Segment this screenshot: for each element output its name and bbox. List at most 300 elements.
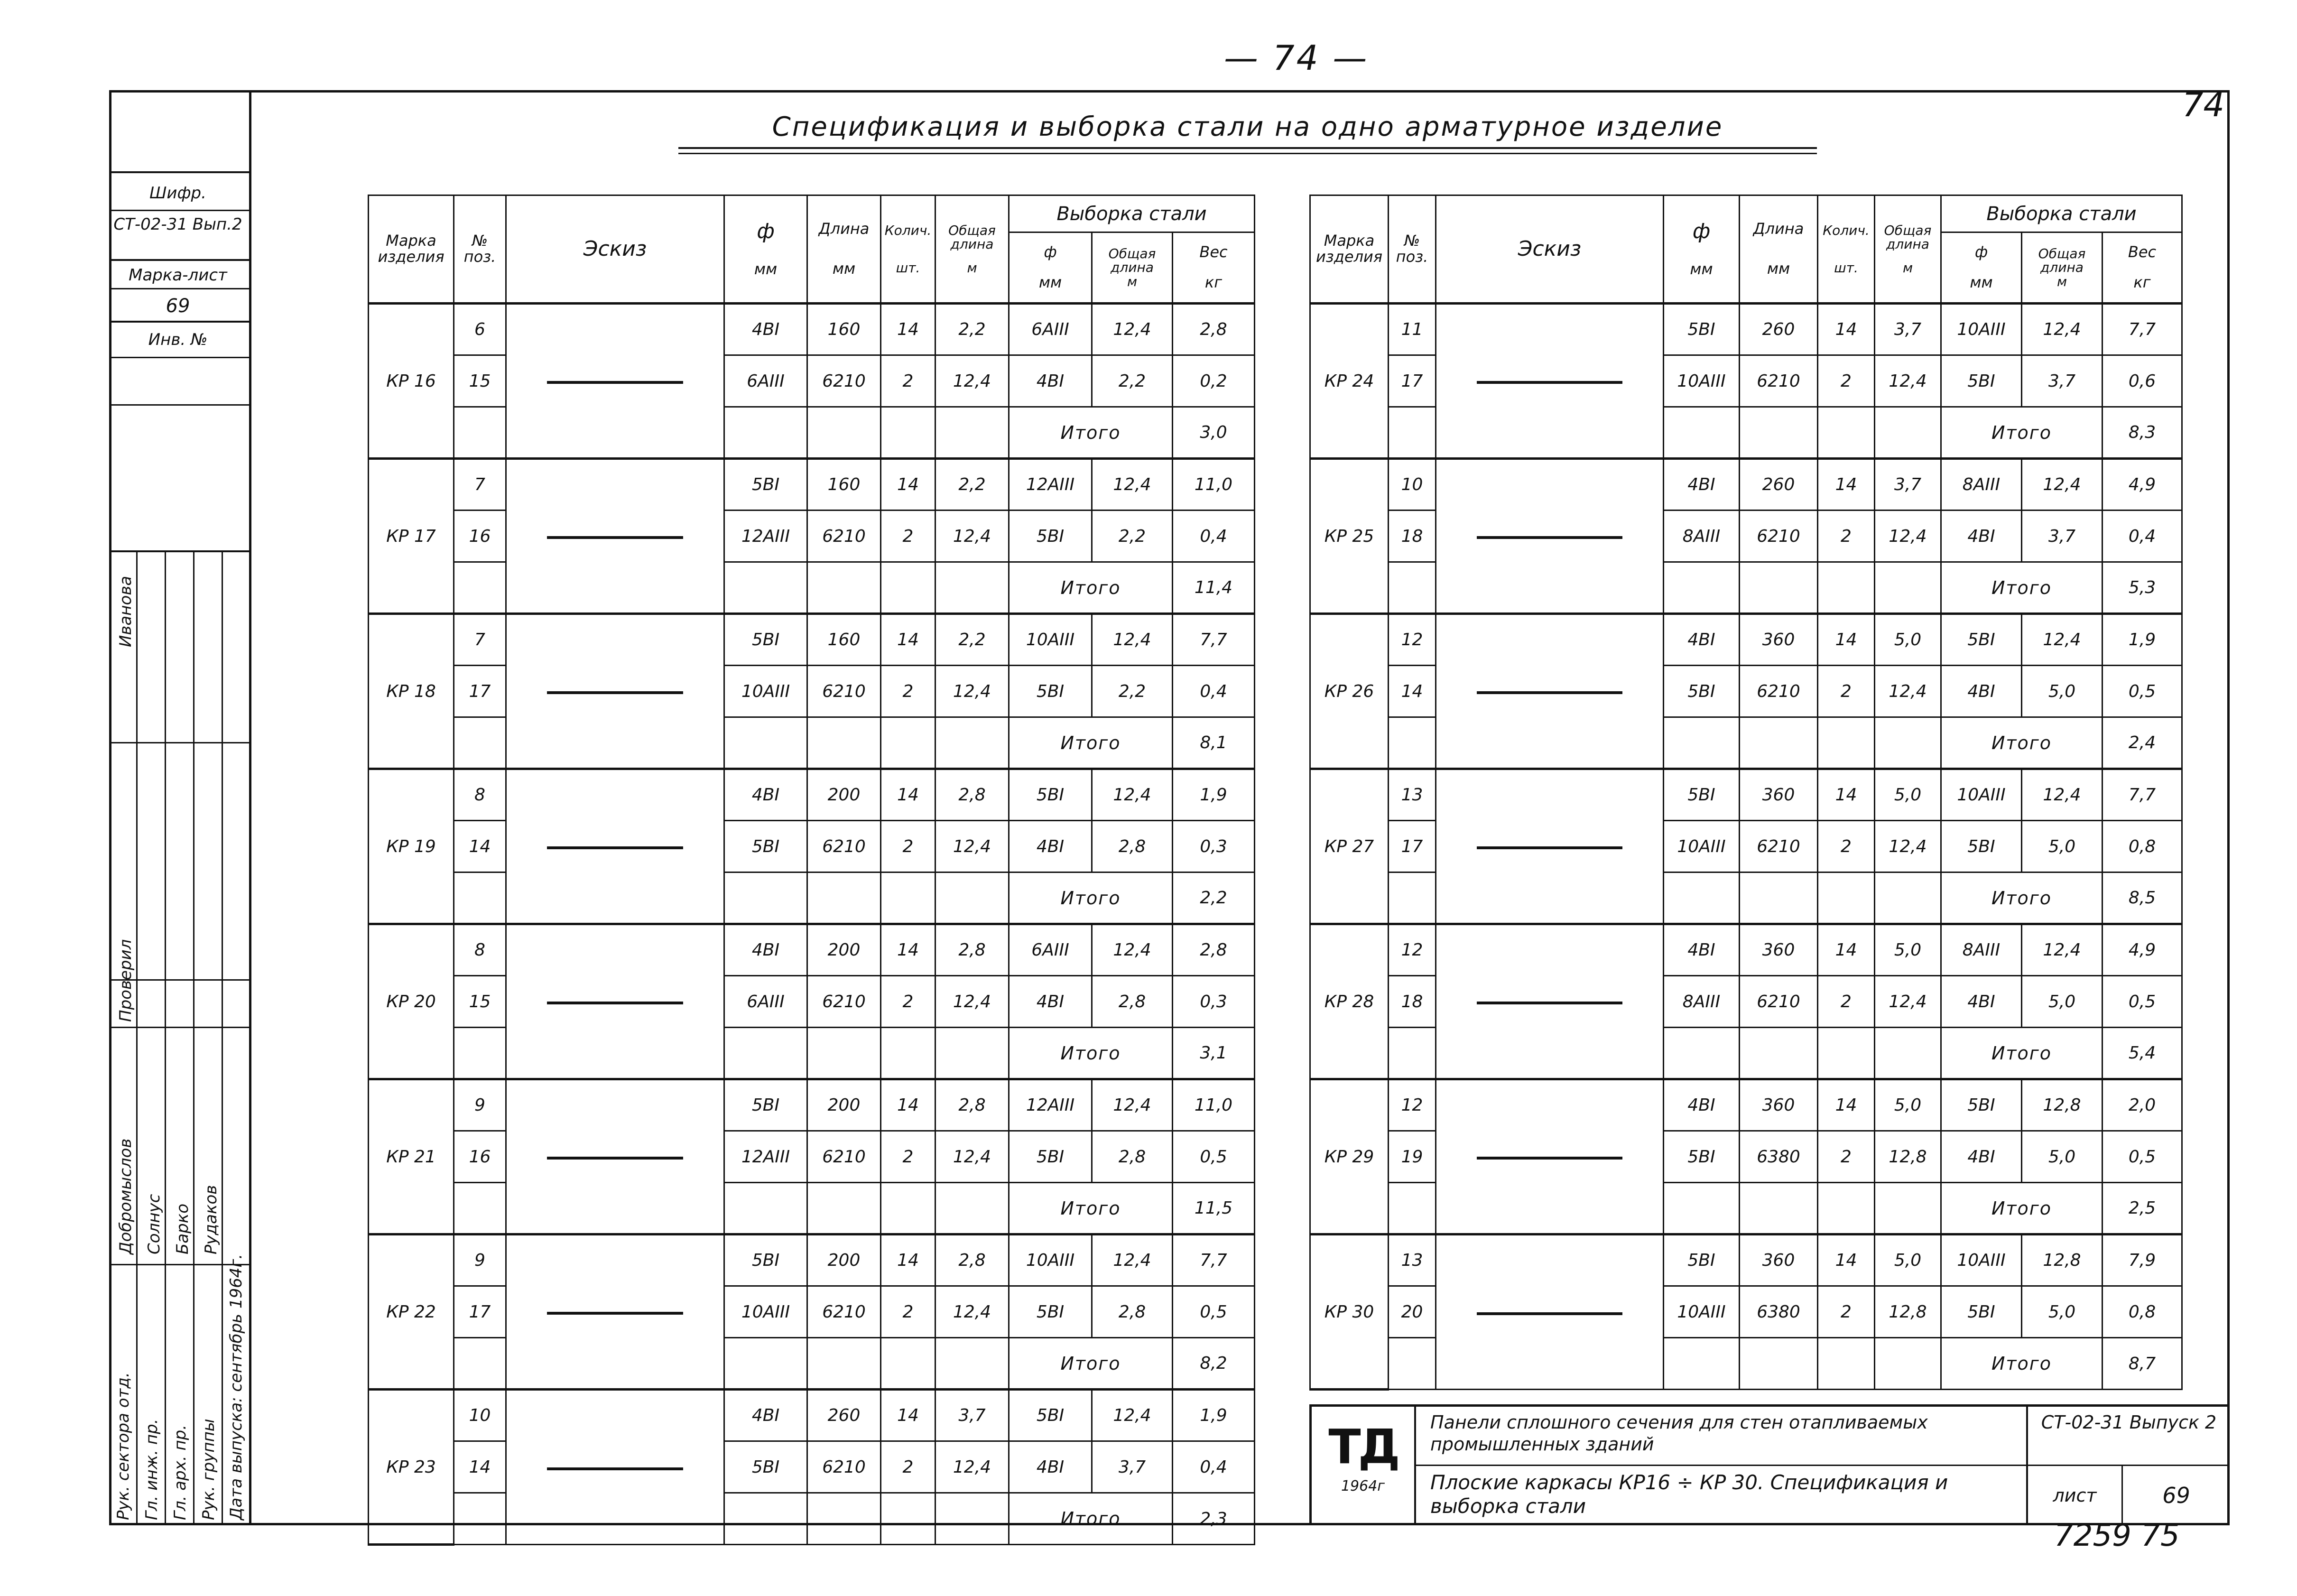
total-weight: 11,4 — [1173, 562, 1255, 614]
selection-weight: 1,9 — [2102, 614, 2182, 666]
table-row — [369, 510, 1255, 562]
selection-diameter: 4BI — [1009, 355, 1092, 407]
total-label: Итого — [1941, 717, 2102, 769]
hdr-sel-total: Общая длина — [1108, 245, 1156, 276]
item-mark: КР 17 — [369, 459, 454, 614]
bar-length: 200 — [807, 1079, 881, 1131]
bar-quantity: 14 — [881, 1079, 935, 1131]
blank-cell — [724, 1028, 807, 1079]
bar-diameter: 4BI — [724, 924, 807, 976]
bar-length: 360 — [1740, 924, 1818, 976]
position-number: 10 — [1389, 459, 1436, 510]
total-weight: 8,3 — [2102, 407, 2182, 459]
position-number: 16 — [454, 1131, 506, 1183]
total-label: Итого — [1009, 1493, 1173, 1545]
bar-quantity: 2 — [881, 1441, 935, 1493]
sketch-cell — [1436, 769, 1664, 924]
bar-quantity: 2 — [1818, 510, 1875, 562]
selection-total-length: 12,4 — [2022, 614, 2102, 666]
bar-diameter: 5BI — [724, 821, 807, 872]
selection-diameter: 5BI — [1941, 821, 2022, 872]
hdr-total-len-unit: м — [967, 260, 977, 276]
selection-diameter: 10AIII — [1941, 1234, 2022, 1286]
rebar-sketch — [1477, 691, 1622, 694]
blank-cell — [1664, 872, 1740, 924]
bar-quantity: 2 — [881, 666, 935, 717]
blank-cell — [881, 562, 935, 614]
table-row — [369, 769, 1255, 821]
selection-diameter: 10AIII — [1941, 769, 2022, 821]
cipher-label-box — [109, 173, 249, 211]
sketch-cell — [506, 1079, 724, 1234]
hdr-sel-total-cell — [2022, 232, 2102, 304]
selection-weight: 4,9 — [2102, 459, 2182, 510]
rebar-sketch — [547, 846, 683, 849]
bar-length: 160 — [807, 459, 881, 510]
table-row — [369, 304, 1255, 355]
position-number: 13 — [1389, 769, 1436, 821]
bar-diameter: 5BI — [1664, 1131, 1740, 1183]
hdr-total-len-cell — [935, 195, 1009, 304]
sig-col-roles-4 — [195, 552, 223, 1525]
blank-cell — [935, 1183, 1009, 1234]
bar-length: 200 — [807, 924, 881, 976]
position-number: 14 — [454, 1441, 506, 1493]
sig-divider — [109, 1027, 249, 1028]
mark-sheet-label-box — [109, 261, 249, 289]
total-row — [369, 562, 1255, 614]
hdr-total-len: Общая длина — [1884, 222, 1932, 252]
bar-diameter: 10AIII — [724, 1286, 807, 1338]
sketch-cell — [1436, 459, 1664, 614]
blank-cell — [807, 872, 881, 924]
selection-total-length: 12,4 — [2022, 924, 2102, 976]
selection-weight: 0,8 — [2102, 1286, 2182, 1338]
bar-total-length: 2,2 — [935, 304, 1009, 355]
signature-block — [109, 550, 251, 1525]
hdr-weight: Вес — [1199, 243, 1228, 261]
bar-diameter: 12AIII — [724, 510, 807, 562]
bar-diameter: 4BI — [1664, 614, 1740, 666]
selection-total-length: 12,4 — [1092, 1234, 1173, 1286]
bar-quantity: 2 — [881, 821, 935, 872]
page-number: — 74 — — [1224, 38, 1369, 78]
sig-name-ivanova: Ивановa — [116, 575, 135, 647]
total-weight: 8,5 — [2102, 872, 2182, 924]
cipher-value-box — [109, 211, 249, 261]
total-weight: 5,3 — [2102, 562, 2182, 614]
bar-quantity: 14 — [1818, 304, 1875, 355]
blank-cell — [807, 1183, 881, 1234]
bar-diameter: 8AIII — [1664, 976, 1740, 1028]
bar-length: 260 — [1740, 304, 1818, 355]
bar-total-length: 12,4 — [935, 1441, 1009, 1493]
archive-number: 7259 75 — [2054, 1518, 2180, 1553]
blank-cell — [454, 407, 506, 459]
rebar-sketch — [547, 381, 683, 384]
hdr-total-len-unit: м — [1902, 260, 1913, 276]
position-number: 17 — [1389, 821, 1436, 872]
selection-diameter: 5BI — [1009, 1286, 1092, 1338]
blank-cell — [1389, 1183, 1436, 1234]
total-label: Итого — [1941, 1183, 2102, 1234]
sig-col-roles-3 — [166, 552, 195, 1525]
bar-quantity: 2 — [1818, 976, 1875, 1028]
item-mark: КР 25 — [1310, 459, 1389, 614]
position-number: 7 — [454, 459, 506, 510]
blank-cell — [1818, 1183, 1875, 1234]
total-label: Итого — [1009, 407, 1173, 459]
position-number: 9 — [454, 1234, 506, 1286]
selection-diameter: 5BI — [1009, 510, 1092, 562]
total-weight: 2,4 — [2102, 717, 2182, 769]
selection-total-length: 2,8 — [1092, 821, 1173, 872]
table-row — [369, 614, 1255, 666]
spec-table-right — [1309, 195, 2183, 1391]
bar-total-length: 5,0 — [1875, 1079, 1941, 1131]
bar-diameter: 10AIII — [724, 666, 807, 717]
bar-total-length: 12,4 — [1875, 355, 1941, 407]
blank-cell — [724, 872, 807, 924]
selection-weight: 7,7 — [1173, 1234, 1255, 1286]
title-block — [1309, 1404, 2230, 1525]
bar-diameter: 6AIII — [724, 976, 807, 1028]
selection-weight: 2,8 — [1173, 304, 1255, 355]
bar-length: 6210 — [807, 510, 881, 562]
bar-quantity: 14 — [1818, 924, 1875, 976]
sig-divider — [109, 979, 249, 981]
selection-weight: 11,0 — [1173, 1079, 1255, 1131]
selection-diameter: 5BI — [1009, 666, 1092, 717]
bar-diameter: 10AIII — [1664, 355, 1740, 407]
bar-total-length: 12,4 — [935, 355, 1009, 407]
blank-cell — [881, 872, 935, 924]
table-row — [1310, 769, 2182, 821]
spec-table-left — [368, 195, 1255, 1546]
total-weight: 8,2 — [1173, 1338, 1255, 1390]
bar-quantity: 2 — [1818, 1286, 1875, 1338]
hdr-phi: ф — [757, 219, 775, 244]
rebar-sketch — [1477, 1312, 1622, 1315]
hdr-mark: Марка изделия — [369, 195, 454, 304]
table-row — [369, 1079, 1255, 1131]
total-label: Итого — [1941, 407, 2102, 459]
blank-cell — [1875, 562, 1941, 614]
selection-weight: 0,3 — [1173, 976, 1255, 1028]
selection-weight: 0,3 — [1173, 821, 1255, 872]
rebar-sketch — [1477, 1002, 1622, 1004]
total-weight: 2,3 — [1173, 1493, 1255, 1545]
bar-length: 6210 — [1740, 976, 1818, 1028]
position-number: 14 — [1389, 666, 1436, 717]
selection-weight: 7,7 — [1173, 614, 1255, 666]
blank-cell — [1740, 1183, 1818, 1234]
total-weight: 3,1 — [1173, 1028, 1255, 1079]
rebar-sketch — [547, 1467, 683, 1470]
blank-cell — [1664, 407, 1740, 459]
hdr-sketch: Эскиз — [1436, 195, 1664, 304]
item-mark: КР 24 — [1310, 304, 1389, 459]
position-number: 9 — [454, 1079, 506, 1131]
bar-diameter: 5BI — [1664, 666, 1740, 717]
bar-length: 6210 — [1740, 666, 1818, 717]
selection-diameter: 8AIII — [1941, 459, 2022, 510]
hdr-qty-unit: шт. — [1834, 260, 1858, 276]
spec-table-left-body — [369, 304, 1255, 1545]
td-logo: ТД — [1328, 1419, 1398, 1475]
bar-quantity: 14 — [881, 1390, 935, 1441]
position-number: 17 — [1389, 355, 1436, 407]
position-number: 11 — [1389, 304, 1436, 355]
table-row — [369, 666, 1255, 717]
selection-diameter: 4BI — [1941, 976, 2022, 1028]
selection-total-length: 12,4 — [2022, 769, 2102, 821]
release-date: Дата выпуска: сентябрь 1964г. — [227, 1253, 246, 1520]
bar-length: 6210 — [807, 821, 881, 872]
blank-cell — [1875, 717, 1941, 769]
table-row — [369, 1286, 1255, 1338]
selection-weight: 0,4 — [1173, 1441, 1255, 1493]
hdr-sel-total-unit: м — [2056, 273, 2067, 289]
blank-cell — [1664, 1028, 1740, 1079]
table-row — [1310, 459, 2182, 510]
bar-diameter: 5BI — [1664, 1234, 1740, 1286]
hdr-phi-unit: мм — [1690, 260, 1713, 278]
table-row — [369, 976, 1255, 1028]
blank-cell — [807, 407, 881, 459]
hdr-selection: Выборка стали — [1941, 195, 2182, 232]
bar-total-length: 12,4 — [935, 976, 1009, 1028]
rebar-sketch — [1477, 381, 1622, 384]
bar-total-length: 2,8 — [935, 769, 1009, 821]
sig-divider — [109, 1264, 249, 1265]
bar-total-length: 5,0 — [1875, 614, 1941, 666]
bar-length: 260 — [1740, 459, 1818, 510]
blank-cell — [1740, 872, 1818, 924]
sig-role-2: Гл. инж. пр. — [142, 1419, 161, 1520]
cipher-value: СТ-02-31 Вып.2 — [113, 215, 242, 234]
selection-weight: 0,5 — [2102, 666, 2182, 717]
selection-total-length: 2,8 — [1092, 1286, 1173, 1338]
inv-label-box — [109, 323, 249, 358]
selection-total-length: 12,4 — [2022, 459, 2102, 510]
bar-quantity: 2 — [1818, 821, 1875, 872]
total-label: Итого — [1009, 1183, 1173, 1234]
bar-quantity: 14 — [1818, 1079, 1875, 1131]
total-label: Итого — [1009, 872, 1173, 924]
selection-diameter: 6AIII — [1009, 924, 1092, 976]
title-underline — [678, 153, 1817, 154]
bar-diameter: 4BI — [724, 769, 807, 821]
selection-total-length: 12,8 — [2022, 1234, 2102, 1286]
total-weight: 8,1 — [1173, 717, 1255, 769]
total-weight: 2,2 — [1173, 872, 1255, 924]
table-row — [369, 1131, 1255, 1183]
sketch-cell — [506, 1234, 724, 1390]
position-number: 6 — [454, 304, 506, 355]
blank-cell — [935, 407, 1009, 459]
hdr-qty-unit: шт. — [896, 260, 920, 276]
position-number: 16 — [454, 510, 506, 562]
blank-cell — [935, 1338, 1009, 1390]
blank-cell — [454, 562, 506, 614]
bar-diameter: 5BI — [1664, 769, 1740, 821]
table-row — [369, 1390, 1255, 1441]
bar-quantity: 14 — [1818, 769, 1875, 821]
mark-sheet-value: 69 — [166, 295, 190, 317]
bar-quantity: 14 — [1818, 1234, 1875, 1286]
hdr-length-cell — [807, 195, 881, 304]
hdr-length-cell — [1740, 195, 1818, 304]
selection-total-length: 5,0 — [2022, 821, 2102, 872]
item-mark: КР 23 — [369, 1390, 454, 1545]
item-mark: КР 19 — [369, 769, 454, 924]
tb-sheet-label: лист — [2028, 1466, 2123, 1525]
rebar-sketch — [547, 1157, 683, 1160]
td-logo-cell — [1312, 1407, 1416, 1525]
blank-cell — [881, 407, 935, 459]
hdr-total-len-cell — [1875, 195, 1941, 304]
sketch-cell — [506, 614, 724, 769]
selection-diameter: 8AIII — [1941, 924, 2022, 976]
total-weight: 8,7 — [2102, 1338, 2182, 1390]
bar-length: 200 — [807, 769, 881, 821]
blank-cell — [1875, 872, 1941, 924]
bar-length: 360 — [1740, 614, 1818, 666]
tb-code: СТ-02-31 Выпуск 2 — [2028, 1407, 2230, 1466]
bar-length: 160 — [807, 304, 881, 355]
blank-cell — [935, 562, 1009, 614]
selection-total-length: 12,4 — [1092, 924, 1173, 976]
hdr-weight: Вес — [2128, 243, 2157, 261]
total-row — [369, 872, 1255, 924]
total-label: Итого — [1941, 872, 2102, 924]
blank-cell — [1740, 562, 1818, 614]
hdr-sel-total: Общая длина — [2038, 245, 2086, 276]
bar-length: 200 — [807, 1234, 881, 1286]
corner-number: 74 — [2182, 85, 2225, 124]
position-number: 15 — [454, 976, 506, 1028]
position-number: 18 — [1389, 510, 1436, 562]
bar-quantity: 14 — [881, 614, 935, 666]
blank-cell — [724, 717, 807, 769]
position-number: 7 — [454, 614, 506, 666]
selection-diameter: 4BI — [1009, 1441, 1092, 1493]
selection-diameter: 6AIII — [1009, 304, 1092, 355]
bar-diameter: 10AIII — [1664, 821, 1740, 872]
hdr-sel-phi: ф — [1974, 243, 1988, 261]
sig-role-4: Рук. группы — [199, 1419, 218, 1520]
total-label: Итого — [1009, 1028, 1173, 1079]
bar-total-length: 2,8 — [935, 1079, 1009, 1131]
selection-total-length: 3,7 — [1092, 1441, 1173, 1493]
blank-cell — [724, 1338, 807, 1390]
sketch-cell — [506, 1390, 724, 1545]
selection-total-length: 2,2 — [1092, 355, 1173, 407]
bar-total-length: 2,8 — [935, 1234, 1009, 1286]
bar-quantity: 2 — [881, 976, 935, 1028]
selection-diameter: 12AIII — [1009, 1079, 1092, 1131]
inv-label: Инв. № — [148, 330, 208, 349]
bar-diameter: 4BI — [1664, 1079, 1740, 1131]
item-mark: КР 16 — [369, 304, 454, 459]
hdr-qty: Колич. — [884, 222, 932, 238]
bar-total-length: 12,4 — [1875, 821, 1941, 872]
selection-total-length: 12,4 — [1092, 304, 1173, 355]
item-mark: КР 28 — [1310, 924, 1389, 1079]
rebar-sketch — [547, 1002, 683, 1004]
selection-total-length: 5,0 — [2022, 1286, 2102, 1338]
bar-quantity: 14 — [881, 769, 935, 821]
total-weight: 11,5 — [1173, 1183, 1255, 1234]
blank-cell — [1664, 1338, 1740, 1390]
rebar-sketch — [1477, 1157, 1622, 1160]
bar-diameter: 4BI — [724, 1390, 807, 1441]
bar-quantity: 14 — [881, 1234, 935, 1286]
hdr-sel-phi-cell — [1009, 232, 1092, 304]
blank-cell — [1875, 1183, 1941, 1234]
blank-cell — [454, 1338, 506, 1390]
hdr-length: Длина — [818, 220, 870, 238]
blank-cell — [1664, 562, 1740, 614]
selection-diameter: 4BI — [1009, 976, 1092, 1028]
table-row — [369, 1234, 1255, 1286]
selection-weight: 0,5 — [2102, 1131, 2182, 1183]
bar-diameter: 5BI — [724, 1234, 807, 1286]
bar-length: 6210 — [807, 355, 881, 407]
hdr-sel-total-unit: м — [1127, 273, 1138, 289]
selection-weight: 1,9 — [1173, 1390, 1255, 1441]
bar-quantity: 14 — [881, 924, 935, 976]
selection-total-length: 12,4 — [2022, 304, 2102, 355]
bar-diameter: 4BI — [1664, 459, 1740, 510]
td-year: 1964г — [1341, 1478, 1385, 1494]
bar-length: 6210 — [807, 1286, 881, 1338]
selection-diameter: 4BI — [1009, 821, 1092, 872]
selection-total-length: 12,4 — [1092, 1079, 1173, 1131]
total-row — [369, 1028, 1255, 1079]
item-mark: КР 18 — [369, 614, 454, 769]
hdr-length-unit: мм — [832, 260, 856, 278]
bar-total-length: 3,7 — [1875, 459, 1941, 510]
bar-total-length: 5,0 — [1875, 769, 1941, 821]
item-mark: КР 30 — [1310, 1234, 1389, 1390]
sig-col-date — [223, 552, 249, 1525]
blank-cell — [1818, 872, 1875, 924]
position-number: 12 — [1389, 924, 1436, 976]
selection-total-length: 5,0 — [2022, 666, 2102, 717]
sketch-cell — [506, 304, 724, 459]
selection-weight: 0,4 — [2102, 510, 2182, 562]
selection-diameter: 4BI — [1941, 1131, 2022, 1183]
bar-quantity: 14 — [881, 459, 935, 510]
blank-cell — [1389, 717, 1436, 769]
blank-cell — [724, 1493, 807, 1545]
sketch-cell — [1436, 1079, 1664, 1234]
selection-total-length: 12,4 — [1092, 769, 1173, 821]
hdr-pos: № поз. — [454, 195, 506, 304]
table-row — [1310, 1079, 2182, 1131]
bar-total-length: 2,2 — [935, 459, 1009, 510]
position-number: 18 — [1389, 976, 1436, 1028]
selection-diameter: 5BI — [1941, 1286, 2022, 1338]
strip-blank — [109, 90, 249, 173]
bar-total-length: 12,4 — [935, 510, 1009, 562]
blank-cell — [935, 872, 1009, 924]
total-row — [369, 1338, 1255, 1390]
blank-cell — [1740, 717, 1818, 769]
selection-total-length: 5,0 — [2022, 976, 2102, 1028]
